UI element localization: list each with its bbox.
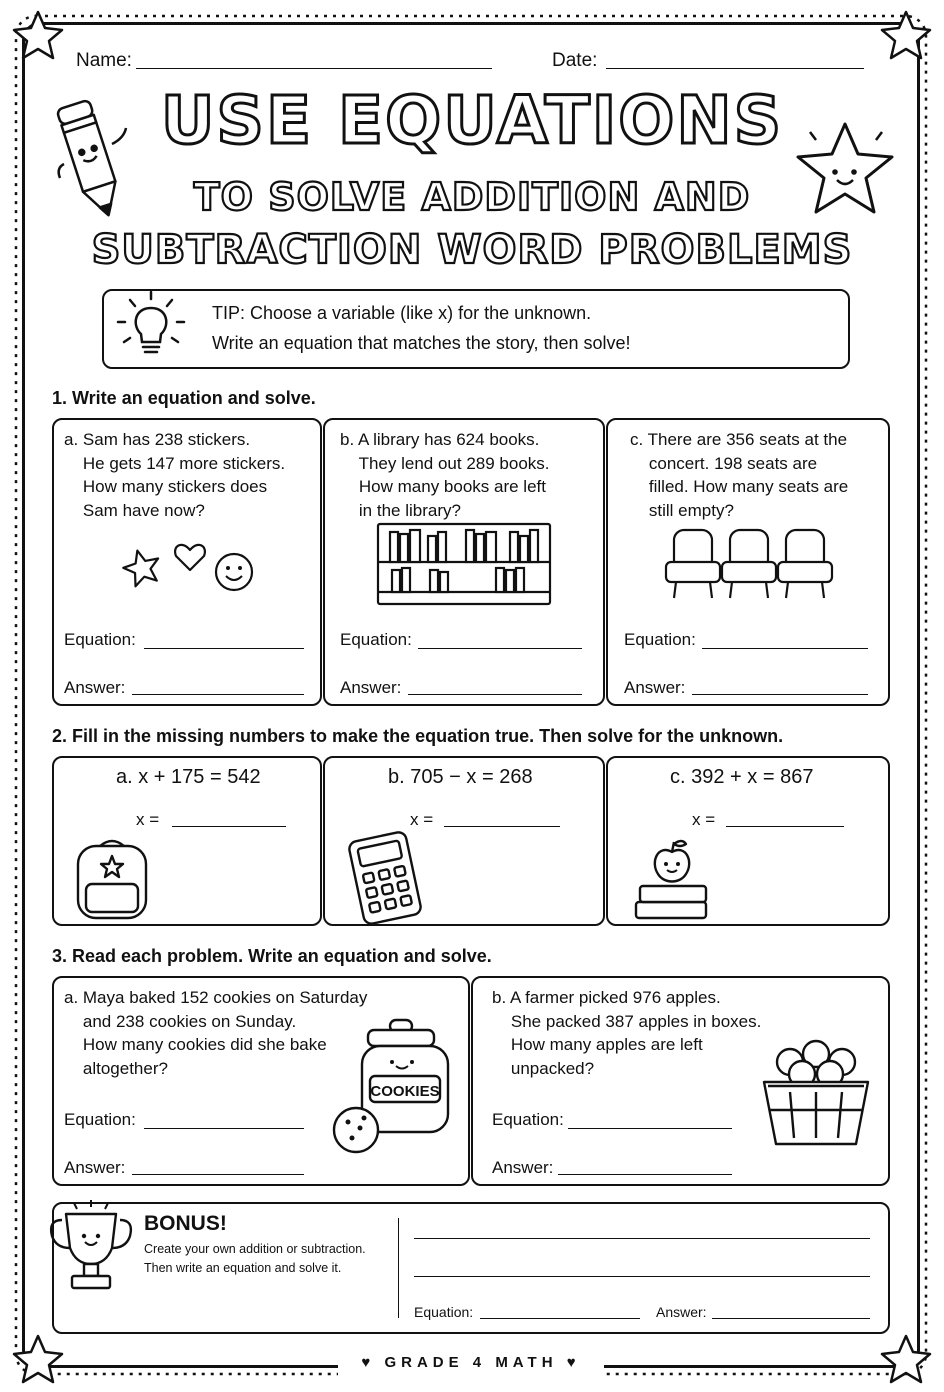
tip-line-2: Write an equation that matches the story, then solve!	[212, 333, 631, 353]
tip-box	[102, 289, 850, 369]
stickers-icon	[120, 528, 260, 598]
answer-label-1a: Answer:	[64, 678, 126, 697]
equation-field-3a[interactable]	[144, 1128, 304, 1129]
section-3-heading: 3. Read each problem. Write an equation and solve.	[52, 946, 492, 966]
apple-basket-icon	[760, 1026, 872, 1148]
date-label: Date:	[552, 50, 598, 71]
star-mascot-icon	[790, 120, 900, 220]
bonus-line-2: Then write an equation and solve it.	[144, 1261, 342, 1275]
problem-3b-text: b. A farmer picked 976 apples. She packed 387 apples in boxes. How many apples are left unpacked?	[492, 988, 762, 1078]
bonus-write-line-2[interactable]	[414, 1276, 870, 1277]
bonus-answer-field[interactable]	[712, 1318, 870, 1319]
trophy-icon	[46, 1200, 136, 1296]
problem-1a-text: a. Sam has 238 stickers. He gets 147 more stickers. How many stickers does Sam have now?	[64, 430, 286, 520]
equation-label-1a: Equation:	[64, 630, 136, 649]
equation-label-1b: Equation:	[340, 630, 412, 649]
equation-field-1a[interactable]	[144, 648, 304, 649]
backpack-icon	[70, 836, 154, 920]
equation-2b: b. 705 − x = 268	[388, 766, 533, 788]
x-label-2a: x =	[136, 810, 160, 829]
pencil-mascot-icon	[54, 94, 138, 218]
equation-field-1c[interactable]	[702, 648, 868, 649]
equation-2c: c. 392 + x = 867	[670, 766, 814, 788]
section-1-heading: 1. Write an equation and solve.	[52, 388, 316, 408]
answer-field-3a[interactable]	[132, 1174, 304, 1175]
bonus-title: BONUS!	[144, 1212, 227, 1235]
bonus-answer-label: Answer:	[656, 1304, 707, 1320]
bonus-equation-field[interactable]	[480, 1318, 640, 1319]
answer-field-1b[interactable]	[408, 694, 582, 695]
answer-label-1b: Answer:	[340, 678, 402, 697]
footer-banner	[338, 1348, 604, 1378]
equation-field-3b[interactable]	[568, 1128, 732, 1129]
answer-label-3b: Answer:	[492, 1158, 554, 1177]
lightbulb-icon	[114, 290, 188, 364]
tip-line-1: TIP: Choose a variable (like x) for the unknown.	[212, 303, 592, 323]
date-field[interactable]	[606, 68, 864, 69]
bonus-write-line-1[interactable]	[414, 1238, 870, 1239]
page-subtitle-line2: SUBTRACTION WORD PROBLEMS	[91, 227, 853, 273]
apple-books-icon	[632, 834, 712, 922]
equation-label-3a: Equation:	[64, 1110, 136, 1129]
problem-3a-text: a. Maya baked 152 cookies on Saturday and 238 cookies on Sunday. How many cookies did she bake altogether?	[64, 988, 368, 1078]
heart-icon: ♥	[566, 1354, 581, 1371]
x-label-2b: x =	[410, 810, 434, 829]
answer-field-3b[interactable]	[558, 1174, 732, 1175]
page-subtitle-line1: TO SOLVE ADDITION AND	[193, 175, 751, 219]
answer-field-1a[interactable]	[132, 694, 304, 695]
x-field-2b[interactable]	[444, 826, 560, 827]
x-label-2c: x =	[692, 810, 716, 829]
bonus-equation-label: Equation:	[414, 1304, 474, 1320]
equation-2a: a. x + 175 = 542	[116, 766, 261, 788]
answer-label-1c: Answer:	[624, 678, 686, 697]
star-icon	[14, 1336, 62, 1382]
problem-1c-text: c. There are 356 seats at the concert. 198 seats are filled. How many seats are still empty?	[630, 430, 849, 520]
calculator-icon	[348, 832, 422, 924]
cookie-jar-label: COOKIES	[370, 1083, 440, 1100]
equation-label-3b: Equation:	[492, 1110, 564, 1129]
name-field[interactable]	[136, 68, 492, 69]
name-label: Name:	[76, 50, 132, 71]
x-field-2a[interactable]	[172, 826, 286, 827]
star-icon	[14, 12, 62, 58]
section-2-heading: 2. Fill in the missing numbers to make the equation true. Then solve for the unknown.	[52, 726, 784, 746]
star-icon	[882, 12, 930, 58]
cookie-jar-icon	[326, 1018, 456, 1154]
x-field-2c[interactable]	[726, 826, 844, 827]
footer-text: GRADE 4 MATH	[384, 1354, 558, 1371]
heart-icon: ♥	[361, 1354, 376, 1371]
star-icon	[882, 1336, 930, 1382]
problem-1b-text: b. A library has 624 books. They lend out 289 books. How many books are left in the library?	[340, 430, 550, 520]
bonus-divider	[398, 1218, 399, 1318]
page-title: USE EQUATIONS	[160, 82, 784, 159]
equation-label-1c: Equation:	[624, 630, 696, 649]
equation-field-1b[interactable]	[418, 648, 582, 649]
bookshelf-icon	[376, 522, 552, 606]
theater-seats-icon	[664, 528, 832, 604]
bonus-line-1: Create your own addition or subtraction.	[144, 1242, 366, 1256]
answer-field-1c[interactable]	[692, 694, 868, 695]
answer-label-3a: Answer:	[64, 1158, 126, 1177]
